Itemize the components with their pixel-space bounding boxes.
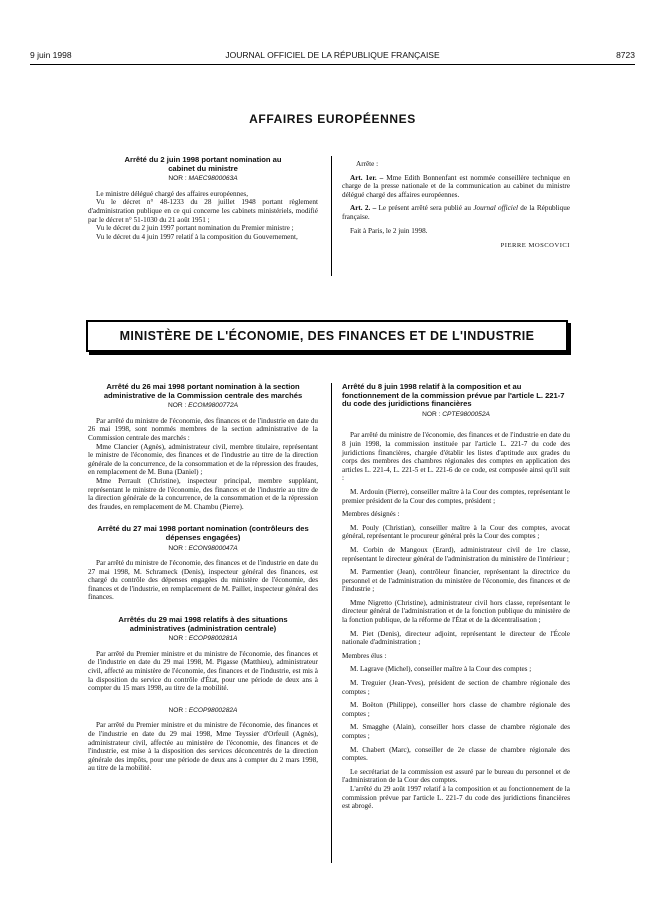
column-divider — [331, 156, 332, 276]
arrete-2-juin-articles — [342, 160, 570, 251]
article-2: Art. 2. – Le présent arrêté sera publié au Journal officiel de la République française. — [342, 204, 571, 221]
section-banner-ministere — [86, 320, 568, 352]
arrete-label: Arrête : — [356, 160, 379, 168]
arrete-title: Arrêté du 2 juin 1998 portant nomination au cabinet du ministre — [124, 155, 282, 173]
column-divider — [331, 383, 332, 863]
page-header — [0, 50, 665, 64]
nor-line: NOR : MAEC9800063A — [168, 175, 238, 183]
list-item: M. Boëton (Philippe), conseiller hors classe de chambre régionale des comptes ; — [342, 701, 570, 718]
header-page-number: 8723 — [616, 50, 635, 60]
list-item: M. Smagghe (Alain), conseiller hors classe de chambre régionale des comptes ; — [342, 723, 570, 740]
list-item: M. Pouly (Christian), conseiller maître à la Cour des comptes, avocat général, représentant le procureur général près la Cour des comptes ; — [342, 523, 570, 541]
header-rule — [30, 64, 635, 65]
header-journal-title: JOURNAL OFFICIEL DE LA RÉPUBLIQUE FRANÇAISE — [225, 50, 440, 60]
membres-designes-label: Membres désignés : — [342, 510, 400, 519]
paragraph: Vu le décret du 2 juin 1997 portant nomination du Premier ministre ; — [96, 224, 294, 233]
paragraph: Le ministre délégué chargé des affaires européennes, — [96, 189, 249, 198]
fait-a-paris: Fait à Paris, le 2 juin 1998. — [350, 226, 428, 235]
nor-code: ECOP9800281A — [188, 635, 238, 643]
arrete-27-mai-title: Arrêté du 27 mai 1998 portant nomination (contrôleurs des dépenses engagées) — [97, 524, 309, 542]
paragraph: Par arrêté du ministre de l'économie, des finances et de l'industrie en date du 27 mai 1998, M. Schrameck (Denis), inspecteur général des finances, est chargé du contrôle des dépenses engagées du ministère de l'économie, des finances et de l'industrie, en remplacement de M. Paillet, inspecteur général des finances. — [88, 559, 318, 602]
nor-code: ECOM9800772A — [188, 402, 239, 410]
list-item: M. Parmentier (Jean), contrôleur financier, représentant la directrice du personnel et de l'administration du ministère de l'économie, des finances et de l'industrie ; — [342, 568, 570, 594]
section-title-affaires-europeennes: AFFAIRES EUROPÉENNES — [249, 112, 416, 126]
paragraph: Par arrêté du ministre de l'économie, des finances et de l'industrie en date du 8 juin 1998, la commission instituée par l'article L. 221-7 du code des juridictions financières, chargée d'établir les listes d'aptitude aux grades du corps des membres des chambres régionales des comptes en application des articles L. 221-4, L. 221-5 et L. 221-6 de ce code, est composée ainsi qu'il suit : — [342, 431, 570, 483]
arrete-8-juin-title: Arrêté du 8 juin 1998 relatif à la composition et au fonctionnement de la commission prévue par l'article L. 221-7 du code des juridictions financières — [342, 382, 565, 409]
paragraph: Vu le décret du 4 juin 1997 relatif à la composition du Gouvernement, — [96, 232, 298, 241]
paragraph: Par arrêté du Premier ministre et du ministre de l'économie, des finances et de l'industrie en date du 29 mai 1998, M. Pigasse (Matthieu), administrateur civil, affecté au ministère de l'économie, des finances et de l'industrie, est mis à la disposition du service du contrôle d'État, pour une période de deux ans à compter du 15 mars 1998, au titre de la mobilité. — [88, 649, 318, 693]
list-item: M. Piet (Denis), directeur adjoint, représentant le directeur de l'École nationale d'administration ; — [342, 629, 570, 647]
nor-line: NOR : ECOP9800282A — [168, 706, 238, 714]
nor-line: NOR : CPTE9800052A — [422, 410, 490, 418]
paragraph: Mme Clancier (Agnès), administrateur civil, membre titulaire, représentant le ministre de l'économie, des finances et de l'industrie au titre de la direction générale de la concurrence, de la consommation et de la répression des fraudes, en remplacement de M. Buna (Daniel) ; — [88, 442, 318, 477]
nor-code: CPTE9800052A — [442, 410, 490, 418]
article-1: Art. 1er. – Mme Edith Bonnenfant est nommée conseillère technique en charge de la presse nationale et de la communication au cabinet du ministre délégué chargé des affaires européennes. — [342, 173, 570, 199]
paragraph: Par arrêté du ministre de l'économie, des finances et de l'industrie en date du 26 mai 1998, sont nommés membres de la section administrative de la Commission centrale des marchés : — [88, 416, 318, 442]
nor-code: ECOP9800282A — [188, 706, 238, 714]
nor-line: NOR : ECON9800047A — [168, 544, 238, 552]
paragraph: Le secrétariat de la commission est assuré par le bureau du personnel et de l'administration de la Cour des comptes. — [342, 767, 570, 785]
header-date: 9 juin 1998 — [30, 50, 72, 60]
right-column — [342, 383, 570, 811]
membres-elus-label: Membres élus : — [342, 651, 387, 660]
nor-code: MAEC9800063A — [188, 175, 238, 183]
list-item: M. Treguier (Jean-Yves), président de section de chambre régionale des comptes ; — [342, 679, 570, 696]
paragraph: Vu le décret n° 48-1233 du 28 juillet 1948 portant règlement d'administration publique en ce qui concerne les cabinets ministériels, modifié par le décret n° 51-1030 du 21 août 1951 ; — [88, 198, 318, 224]
nor-line: NOR : ECOP9800281A — [168, 635, 238, 643]
paragraph: Mme Perrault (Christine), inspecteur principal, membre suppléant, représentant le ministre de l'économie, des finances et de l'industrie au titre de la direction générale de la concurrence, de la consommation et de la répression des fraudes, en remplacement de M. Chambu (Pierre). — [88, 476, 318, 511]
list-item: M. Chabert (Marc), conseiller de 2e classe de chambre régionale des comptes. — [342, 745, 570, 763]
list-item: M. Lagrave (Michel), conseiller maître à la Cour des comptes ; — [350, 665, 532, 674]
nor-code: ECON9800047A — [188, 544, 238, 552]
section-title-ministere: MINISTÈRE DE L'ÉCONOMIE, DES FINANCES ET DE L'INDUSTRIE — [119, 329, 535, 343]
list-item: M. Corbin de Mangoux (Erard), administrateur civil de 1re classe, représentant le directeur général de l'administration du ministère de l'intérieur ; — [342, 545, 570, 563]
paragraph: Par arrêté du Premier ministre et du ministre de l'économie, des finances et de l'industrie en date du 29 mai 1998, Mme Teyssier d'Orfeuil (Agnès), administrateur civil, affectée au ministère de l'économie, des finances et de l'industrie, est mise à la disposition des services déconcentrés de la direction générale des impôts, pour une période de deux ans à compter du 2 mars 1998, au titre de la mobilité. — [88, 721, 318, 773]
paragraph: L'arrêté du 29 août 1997 relatif à la composition et au fonctionnement de la commission prévue par l'article L. 221-7 du code des juridictions financières est abrogé. — [342, 784, 570, 811]
paragraph: M. Ardouin (Pierre), conseiller maître à la Cour des comptes, représentant le premier président de la Cour des comptes, président ; — [342, 487, 570, 505]
list-item: Mme Nigretto (Christine), administrateur civil hors classe, représentant le directeur général de l'administration et de la fonction publique du ministère de la fonction publique, de la réforme de l'État et de la décentralisation ; — [342, 598, 570, 625]
signature: PIERRE MOSCOVICI — [500, 242, 570, 250]
arretes-29-mai-title: Arrêtés du 29 mai 1998 relatifs à des situations administratives (administration centrale) — [118, 615, 288, 633]
arrete-26-mai-title: Arrêté du 26 mai 1998 portant nomination à la section administrative de la Commission centrale des marchés — [103, 382, 303, 400]
left-column — [88, 383, 318, 773]
arrete-2-juin-column — [88, 156, 318, 241]
nor-line: NOR : ECOM9800772A — [167, 402, 239, 410]
